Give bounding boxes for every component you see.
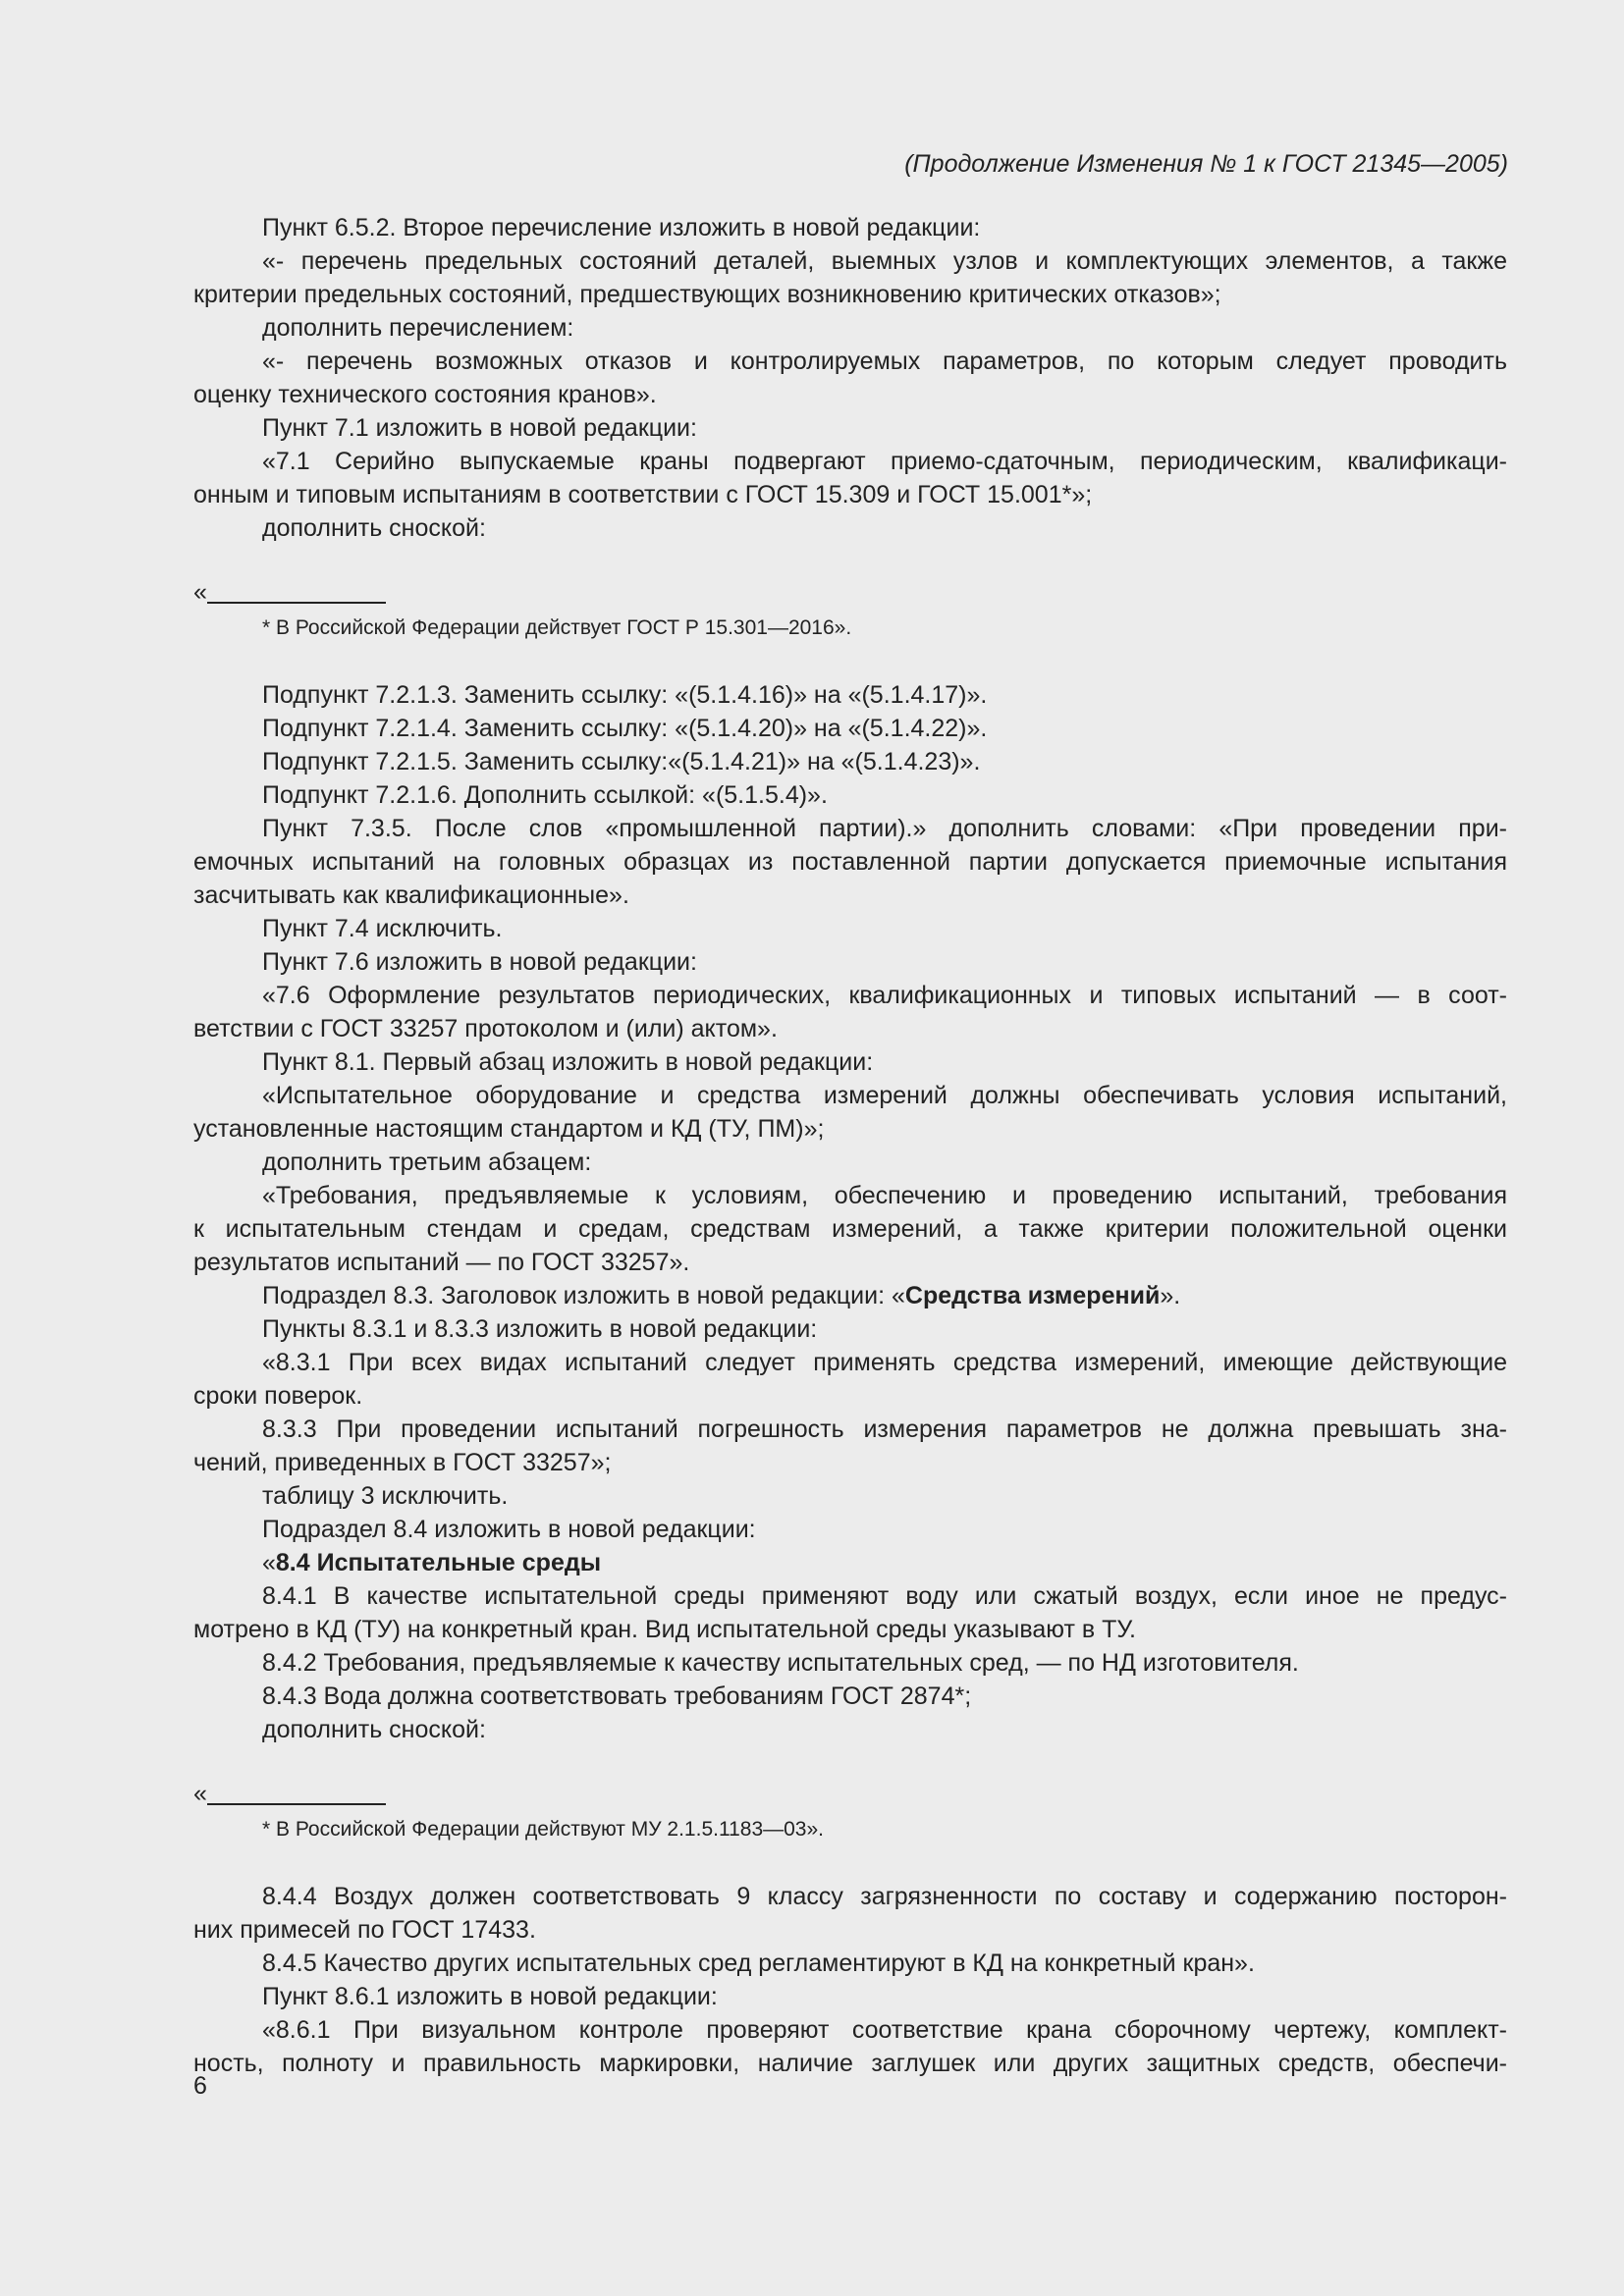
text-line: Подпункт 7.2.1.4. Заменить ссылку: «(5.1.4.20)» на «(5.1.4.22)». xyxy=(262,715,988,742)
text-line: «8.3.1 При всех видах испытаний следует применять средства измерений, имеющие действующие xyxy=(262,1349,1507,1376)
paragraph xyxy=(193,678,1507,712)
text-line: дополнить перечислением: xyxy=(262,314,574,342)
text-line: 8.3.3 При проведении испытаний погрешность измерения параметров не должна превышать зна- xyxy=(262,1415,1507,1443)
text-run: « xyxy=(262,1549,276,1576)
text-line: 8.4.2 Требования, предъявляемые к качеству испытательных сред, — по НД изготовителя. xyxy=(262,1649,1299,1677)
text-line: результатов испытаний — по ГОСТ 33257». xyxy=(193,1249,690,1276)
text-line: засчитывать как квалификационные». xyxy=(193,881,629,909)
text-line: Пункт 8.6.1 изложить в новой редакции: xyxy=(262,1983,718,2010)
text-line: Подпункт 7.2.1.6. Дополнить ссылкой: «(5.1.5.4)». xyxy=(262,781,828,809)
text-line: чений, приведенных в ГОСТ 33257»; xyxy=(193,1449,612,1476)
spacer xyxy=(193,545,1507,578)
text-line: ность, полноту и правильность маркировки, наличие заглушек или других защитных средств, обеспечи- xyxy=(193,2050,1507,2077)
text-line: критерии предельных состояний, предшествующих возникновению критических отказов»; xyxy=(193,281,1221,308)
paragraph xyxy=(193,2013,1507,2080)
paragraph xyxy=(193,445,1507,511)
quote-mark: « xyxy=(193,1780,207,1807)
text-line: «- перечень предельных состояний деталей, выемных узлов и комплектующих элементов, а также xyxy=(262,247,1507,275)
paragraph xyxy=(193,1579,1507,1646)
text-run: ». xyxy=(1160,1282,1181,1309)
quote-mark: « xyxy=(193,578,207,606)
paragraph xyxy=(193,778,1507,812)
text-line: Подпункт 7.2.1.3. Заменить ссылку: «(5.1.4.16)» на «(5.1.4.17)». xyxy=(262,681,988,709)
text-line: них примесей по ГОСТ 17433. xyxy=(193,1916,536,1944)
footnote-rule xyxy=(207,602,386,604)
bold-heading-run: 8.4 Испытательные среды xyxy=(275,1549,602,1576)
footnote-separator xyxy=(193,1780,1507,1813)
paragraph xyxy=(193,1479,1507,1513)
text-line: «Требования, предъявляемые к условиям, обеспечению и проведению испытаний, требования xyxy=(262,1182,1507,1209)
page-header: (Продолжение Изменения № 1 к ГОСТ 21345—2005) xyxy=(904,150,1508,178)
paragraph xyxy=(193,1346,1507,1413)
text-line: Подпункт 7.2.1.5. Заменить ссылку:«(5.1.4.21)» на «(5.1.4.23)». xyxy=(262,748,981,775)
paragraph xyxy=(193,1279,1507,1312)
text-line: «Испытательное оборудование и средства измерений должны обеспечивать условия испытаний, xyxy=(262,1082,1507,1109)
text-line: ветствии с ГОСТ 33257 протоколом и (или) актом». xyxy=(193,1015,778,1042)
text-line: 8.4.5 Качество других испытательных сред регламентируют в КД на конкретный кран». xyxy=(262,1949,1255,1977)
text-line: Пункт 7.3.5. После слов «промышленной партии).» дополнить словами: «При проведении при- xyxy=(262,815,1507,842)
paragraph xyxy=(193,1179,1507,1279)
footnote-rule xyxy=(207,1803,386,1805)
text-run: Подраздел 8.3. Заголовок изложить в новой редакции: « xyxy=(262,1282,905,1309)
text-line: «7.6 Оформление результатов периодических, квалификационных и типовых испытаний — в соот- xyxy=(262,982,1507,1009)
paragraph xyxy=(193,244,1507,311)
text-line: емочных испытаний на головных образцах из поставленной партии допускается приемочные испытания xyxy=(193,848,1507,876)
paragraph xyxy=(193,1413,1507,1479)
text-line xyxy=(193,1279,1507,1312)
paragraph xyxy=(193,945,1507,979)
paragraph xyxy=(193,211,1507,244)
spacer xyxy=(193,645,1507,678)
document-body xyxy=(193,211,1507,2080)
bold-heading-run: Средства измерений xyxy=(904,1282,1161,1309)
paragraph xyxy=(193,1680,1507,1713)
text-line: 8.4.3 Вода должна соответствовать требованиям ГОСТ 2874*; xyxy=(262,1682,972,1710)
paragraph xyxy=(193,1513,1507,1546)
paragraph xyxy=(193,1546,1507,1579)
paragraph xyxy=(193,1880,1507,1947)
text-line: «- перечень возможных отказов и контролируемых параметров, по которым следует проводить xyxy=(262,347,1507,375)
text-line: 8.4.4 Воздух должен соответствовать 9 классу загрязненности по составу и содержанию посторон- xyxy=(262,1883,1507,1910)
text-line: таблицу 3 исключить. xyxy=(262,1482,509,1510)
spacer xyxy=(193,1746,1507,1780)
paragraph xyxy=(193,712,1507,745)
paragraph xyxy=(193,1312,1507,1346)
paragraph xyxy=(193,1947,1507,1980)
text-line: 8.4.1 В качестве испытательной среды применяют воду или сжатый воздух, если иное не предус- xyxy=(262,1582,1507,1610)
text-line: Пункт 8.1. Первый абзац изложить в новой редакции: xyxy=(262,1048,874,1076)
text-line: дополнить сноской: xyxy=(262,514,486,542)
footnote-separator xyxy=(193,578,1507,612)
paragraph xyxy=(193,345,1507,411)
paragraph xyxy=(193,745,1507,778)
paragraph xyxy=(193,411,1507,445)
paragraph xyxy=(193,1079,1507,1146)
text-line: установленные настоящим стандартом и КД (ТУ, ПМ)»; xyxy=(193,1115,825,1143)
paragraph xyxy=(193,1045,1507,1079)
text-line: сроки поверок. xyxy=(193,1382,363,1410)
paragraph xyxy=(193,912,1507,945)
text-line: «8.6.1 При визуальном контроле проверяют соответствие крана сборочному чертежу, комплект- xyxy=(262,2016,1507,2044)
text-line xyxy=(193,1546,1507,1579)
paragraph xyxy=(193,979,1507,1045)
text-line: к испытательным стендам и средам, средствам измерений, а также критерии положительной оценки xyxy=(193,1215,1507,1243)
text-line: онным и типовым испытаниям в соответствии с ГОСТ 15.309 и ГОСТ 15.001*»; xyxy=(193,481,1093,508)
paragraph xyxy=(193,812,1507,912)
text-line: Пункт 7.1 изложить в новой редакции: xyxy=(262,414,697,442)
footnote: * В Российской Федерации действуют МУ 2.1.5.1183—03». xyxy=(262,1818,824,1841)
paragraph xyxy=(193,1980,1507,2013)
text-line: Пункт 7.4 исключить. xyxy=(262,915,503,942)
page-number: 6 xyxy=(193,2072,207,2100)
text-line: «7.1 Серийно выпускаемые краны подвергают приемо-сдаточным, периодическим, квалификаци- xyxy=(262,448,1507,475)
text-line: Пункт 6.5.2. Второе перечисление изложить в новой редакции: xyxy=(262,214,981,241)
text-line: Пункты 8.3.1 и 8.3.3 изложить в новой редакции: xyxy=(262,1315,818,1343)
footnote: * В Российской Федерации действует ГОСТ Р 15.301—2016». xyxy=(262,616,852,639)
paragraph xyxy=(193,1713,1507,1746)
text-line: дополнить третьим абзацем: xyxy=(262,1148,592,1176)
paragraph xyxy=(193,311,1507,345)
text-line: дополнить сноской: xyxy=(262,1716,486,1743)
paragraph xyxy=(193,1146,1507,1179)
text-line: Подраздел 8.4 изложить в новой редакции: xyxy=(262,1516,756,1543)
paragraph xyxy=(193,511,1507,545)
text-line: оценку технического состояния кранов». xyxy=(193,381,657,408)
paragraph xyxy=(193,1646,1507,1680)
text-line: Пункт 7.6 изложить в новой редакции: xyxy=(262,948,697,976)
spacer xyxy=(193,1846,1507,1880)
text-line: мотрено в КД (ТУ) на конкретный кран. Вид испытательной среды указывают в ТУ. xyxy=(193,1616,1136,1643)
